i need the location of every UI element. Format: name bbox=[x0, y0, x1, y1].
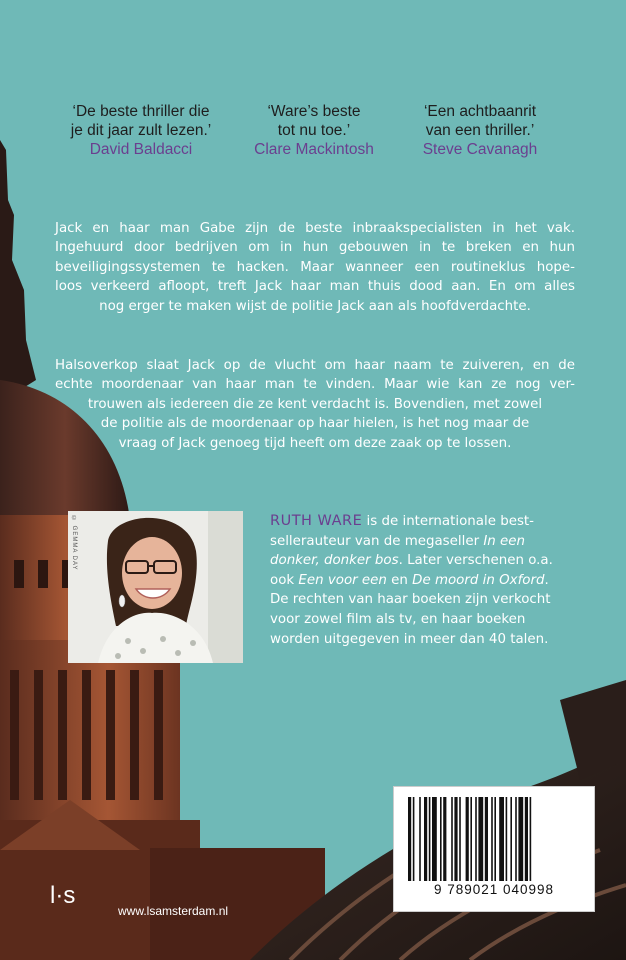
bio-line bbox=[270, 532, 590, 552]
quote-1-author: David Baldacci bbox=[89, 141, 193, 158]
bio-text: ook bbox=[270, 572, 299, 588]
quote-3 bbox=[385, 102, 575, 159]
quote-3-line-2: van een thriller.’ bbox=[425, 122, 535, 139]
quote-1-line-1: ‘De beste thriller die bbox=[72, 103, 210, 120]
barcode-bar bbox=[454, 797, 457, 881]
isbn-number: 9 789021 040998 bbox=[433, 882, 555, 897]
blurb-1-line: Jack en haar man Gabe zijn de beste inbraakspecialisten in het vak. bbox=[55, 221, 575, 236]
quote-1-line-2: je dit jaar zult lezen.’ bbox=[70, 122, 212, 139]
bio-line: De rechten van haar boeken zijn verkocht bbox=[270, 592, 551, 608]
bio-text: . bbox=[544, 572, 549, 588]
bio-line: worden uitgegeven in meer dan 40 talen. bbox=[270, 631, 549, 647]
photo-credit: © GEMMA DAY bbox=[71, 516, 77, 571]
barcode-bar bbox=[470, 797, 472, 881]
barcode-bar bbox=[413, 797, 415, 881]
blurb-2-line: echte moordenaar van haar man te vinden. Maar wie kan ze nog ver- bbox=[55, 377, 575, 393]
barcode-bar bbox=[506, 797, 508, 881]
blurb-1-line: beveiligingssystemen te hacken. Maar wanneer een routineklus hope- bbox=[55, 259, 575, 275]
quote-2-line-2: tot nu toe.’ bbox=[277, 122, 351, 139]
barcode-bar bbox=[459, 797, 461, 881]
bio-text: sellerauteur van de megaseller bbox=[270, 533, 484, 549]
barcode-bar bbox=[432, 797, 437, 881]
barcode-bar bbox=[440, 797, 442, 881]
quote-1 bbox=[46, 102, 236, 159]
barcode-bar bbox=[475, 797, 477, 881]
bio-text: . Later verschenen o.a. bbox=[398, 553, 553, 569]
author-name: RUTH WARE bbox=[270, 513, 363, 529]
barcode-bar bbox=[419, 797, 421, 881]
quote-2 bbox=[219, 102, 409, 159]
barcode-bar bbox=[525, 797, 528, 881]
barcode-bar bbox=[424, 797, 427, 881]
barcode-bar bbox=[429, 797, 431, 881]
blurb-2-line: Halsoverkop slaat Jack op de vlucht om haar naam te zuiveren, en de bbox=[55, 358, 575, 373]
barcode-bar bbox=[510, 797, 512, 881]
barcode-bar bbox=[478, 797, 483, 881]
publisher-url[interactable]: www.lsamsterdam.nl bbox=[118, 904, 229, 918]
blurb-2-line: trouwen als iedereen die ze kent verdacht is. Bovendien, met zowel bbox=[87, 396, 543, 412]
publisher-mark: l·s bbox=[50, 882, 76, 909]
book-title: donker, donker bos bbox=[270, 553, 399, 569]
blurb-paragraph-1 bbox=[55, 219, 575, 316]
barcode-bar bbox=[466, 797, 469, 881]
isbn-barcode bbox=[393, 786, 595, 912]
bio-line bbox=[270, 571, 590, 591]
blurb-1-line: Ingehuurd door bedrijven om in hun gebouwen in te breken en hun bbox=[55, 240, 575, 256]
barcode-bar bbox=[443, 797, 446, 881]
book-title: In een bbox=[483, 533, 525, 549]
quote-3-author: Steve Cavanagh bbox=[422, 141, 538, 158]
book-title: Een voor een bbox=[298, 572, 387, 588]
author-photo bbox=[68, 511, 243, 663]
book-title: De moord in Oxford bbox=[412, 572, 545, 588]
barcode-bar bbox=[491, 797, 493, 881]
bio-text: en bbox=[386, 572, 413, 588]
blurb-1-line: nog erger te maken wijst de politie Jack aan als hoofdverdachte. bbox=[99, 298, 531, 314]
barcode-bar bbox=[451, 797, 453, 881]
barcode-bar bbox=[530, 797, 532, 881]
author-bio bbox=[270, 512, 590, 649]
quote-2-line-1: ‘Ware’s beste bbox=[267, 103, 361, 120]
blurb-2-line: vraag of Jack genoeg tijd heeft om deze zaak op te lossen. bbox=[118, 435, 512, 451]
bio-line bbox=[270, 551, 590, 571]
barcode-bar bbox=[408, 797, 411, 881]
quote-3-line-1: ‘Een achtbaanrit bbox=[423, 103, 537, 120]
bio-line bbox=[270, 512, 590, 532]
bio-line: voor zowel film als tv, en haar boeken bbox=[270, 611, 526, 627]
blurb-2-line: de politie als de moordenaar op haar hielen, is het nog maar de bbox=[100, 416, 530, 432]
blurb-1-line: loos verkeerd afloopt, treft Jack haar man thuis dood aan. En om alles bbox=[55, 279, 575, 295]
bio-text: is de internationale best- bbox=[362, 514, 534, 529]
barcode-bar bbox=[499, 797, 504, 881]
barcode-bar bbox=[518, 797, 523, 881]
blurb-paragraph-2 bbox=[55, 356, 575, 453]
barcode-bar bbox=[485, 797, 488, 881]
author-portrait-image bbox=[68, 511, 243, 663]
quote-2-author: Clare Mackintosh bbox=[254, 141, 374, 158]
barcode-bar bbox=[515, 797, 517, 881]
barcode-bar bbox=[494, 797, 496, 881]
